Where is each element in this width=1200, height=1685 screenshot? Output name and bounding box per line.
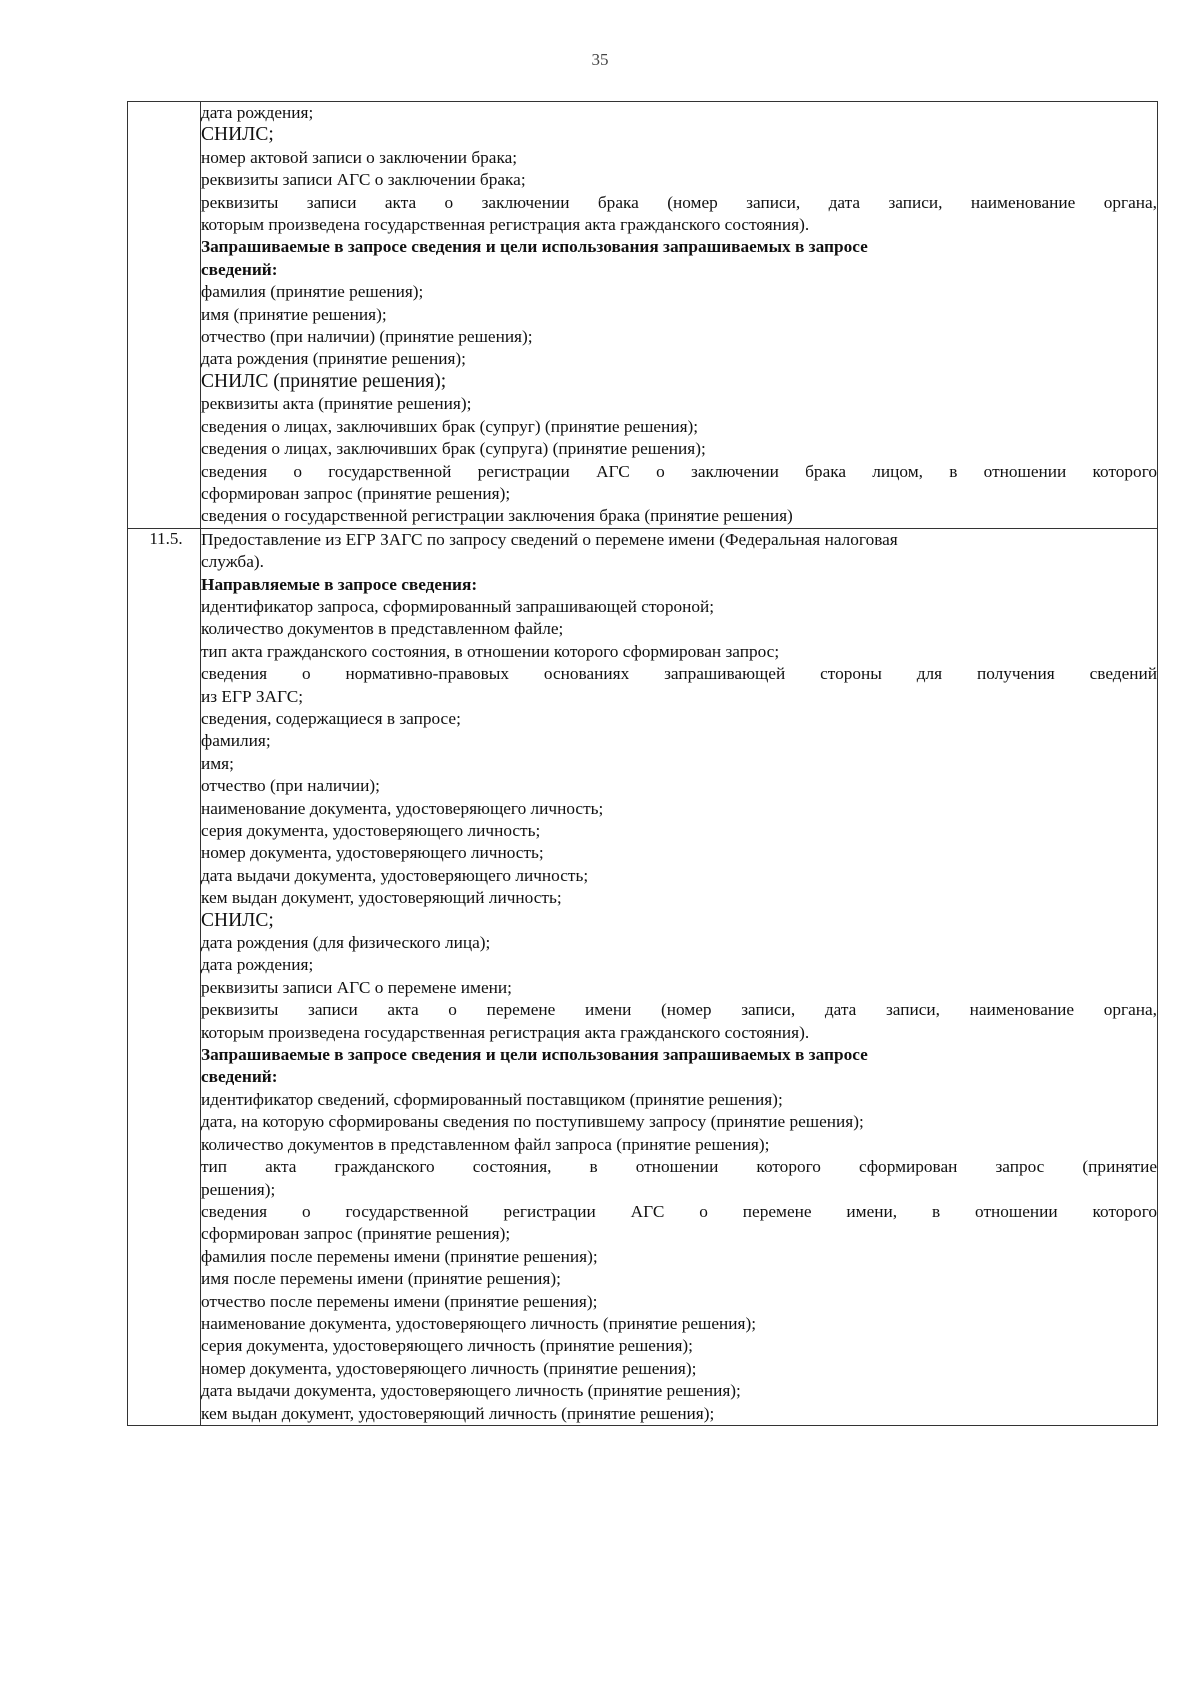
text-line: сведения о государственной регистрации АГС о заключении брака лицом, в отношении которого <box>201 461 1157 481</box>
text-line: отчество после перемены имени (принятие решения); <box>201 1291 598 1311</box>
text-line: служба). <box>201 552 264 572</box>
text-line: СНИЛС; <box>201 124 274 146</box>
text-line: дата выдачи документа, удостоверяющего личность; <box>201 865 589 885</box>
text-line: кем выдан документ, удостоверяющий личность; <box>201 888 562 908</box>
text-line: количество документов в представленном файле; <box>201 619 564 639</box>
text-line: номер документа, удостоверяющего личность (принятие решения); <box>201 1358 697 1378</box>
text-line: дата, на которую сформированы сведения по поступившему запросу (принятие решения); <box>201 1112 864 1132</box>
text-line: Предоставление из ЕГР ЗАГС по запросу сведений о перемене имени (Федеральная налоговая <box>201 529 898 549</box>
text-line: тип акта гражданского состояния, в отношении которого сформирован запрос; <box>201 641 780 661</box>
document-table <box>127 101 1158 1426</box>
text-line: сведения о государственной регистрации заключения брака (принятие решения) <box>201 506 793 526</box>
text-line: тип акта гражданского состояния, в отношении которого сформирован запрос (принятие <box>201 1157 1157 1177</box>
text-line: идентификатор запроса, сформированный запрашивающей стороной; <box>201 596 715 616</box>
text-line: идентификатор сведений, сформированный поставщиком (принятие решения); <box>201 1089 783 1109</box>
text-line: СНИЛС (принятие решения); <box>201 370 447 392</box>
text-line: имя; <box>201 753 234 773</box>
text-line: сведения о государственной регистрации АГС о перемене имени, в отношении которого <box>201 1201 1157 1221</box>
row-content-cell <box>201 528 1158 1425</box>
text-line: наименование документа, удостоверяющего личность; <box>201 798 604 818</box>
text-line: дата рождения (для физического лица); <box>201 933 491 953</box>
text-line: дата рождения (принятие решения); <box>201 349 466 369</box>
text-line: реквизиты записи АГС о перемене имени; <box>201 977 512 997</box>
text-line: фамилия после перемены имени (принятие решения); <box>201 1246 598 1266</box>
text-line: которым произведена государственная регистрация акта гражданского состояния). <box>201 1022 810 1042</box>
page-number: 35 <box>591 50 609 69</box>
text-line: сведения о лицах, заключивших брак (супруг) (принятие решения); <box>201 416 699 436</box>
text-line: реквизиты записи акта о перемене имени (номер записи, дата записи, наименование органа, <box>201 1000 1157 1020</box>
text-line: решения); <box>201 1179 276 1199</box>
text-line: серия документа, удостоверяющего личность (принятие решения); <box>201 1336 693 1356</box>
text-line: реквизиты записи АГС о заключении брака; <box>201 170 526 190</box>
text-line: сведения о лицах, заключивших брак (супруга) (принятие решения); <box>201 439 706 459</box>
row-number-cell <box>128 102 201 529</box>
text-line: фамилия; <box>201 731 271 751</box>
section-heading-line: сведений: <box>201 259 278 279</box>
row-number-cell <box>128 528 201 1425</box>
section-heading-line: Направляемые в запросе сведения: <box>201 574 478 594</box>
table-row <box>128 102 1158 529</box>
text-line: количество документов в представленном файл запроса (принятие решения); <box>201 1134 770 1154</box>
text-line: реквизиты записи акта о заключении брака (номер записи, дата записи, наименование органа, <box>201 192 1157 212</box>
text-line: кем выдан документ, удостоверяющий личность (принятие решения); <box>201 1403 715 1423</box>
text-line: фамилия (принятие решения); <box>201 282 424 302</box>
text-line: имя (принятие решения); <box>201 304 387 324</box>
text-line: отчество (при наличии); <box>201 776 380 796</box>
text-line: сведения о нормативно-правовых основаниях запрашивающей стороны для получения сведений <box>201 664 1157 684</box>
text-line: которым произведена государственная регистрация акта гражданского состояния). <box>201 215 810 235</box>
section-heading-line: Запрашиваемые в запросе сведения и цели использования запрашиваемых в запросе <box>201 237 868 257</box>
text-line: СНИЛС; <box>201 909 274 931</box>
text-line: сформирован запрос (принятие решения); <box>201 1224 511 1244</box>
text-line: реквизиты акта (принятие решения); <box>201 394 472 414</box>
text-line: дата рождения; <box>201 955 314 975</box>
text-line: номер документа, удостоверяющего личность; <box>201 843 544 863</box>
text-line: имя после перемены имени (принятие решения); <box>201 1269 561 1289</box>
table-row <box>128 528 1158 1425</box>
text-line: сведения, содержащиеся в запросе; <box>201 708 461 728</box>
text-line: из ЕГР ЗАГС; <box>201 686 304 706</box>
text-line: номер актовой записи о заключении брака; <box>201 147 518 167</box>
text-line: дата рождения; <box>201 103 314 122</box>
text-line: наименование документа, удостоверяющего личность (принятие решения); <box>201 1313 757 1333</box>
text-line: отчество (при наличии) (принятие решения); <box>201 327 533 347</box>
text-line: дата выдачи документа, удостоверяющего личность (принятие решения); <box>201 1381 741 1401</box>
section-heading-line: Запрашиваемые в запросе сведения и цели использования запрашиваемых в запросе <box>201 1045 868 1065</box>
text-line: серия документа, удостоверяющего личность; <box>201 821 541 840</box>
row-content-cell <box>201 102 1158 529</box>
section-heading-line: сведений: <box>201 1067 278 1087</box>
text-line: сформирован запрос (принятие решения); <box>201 483 511 503</box>
row-number: 11.5. <box>149 528 183 548</box>
